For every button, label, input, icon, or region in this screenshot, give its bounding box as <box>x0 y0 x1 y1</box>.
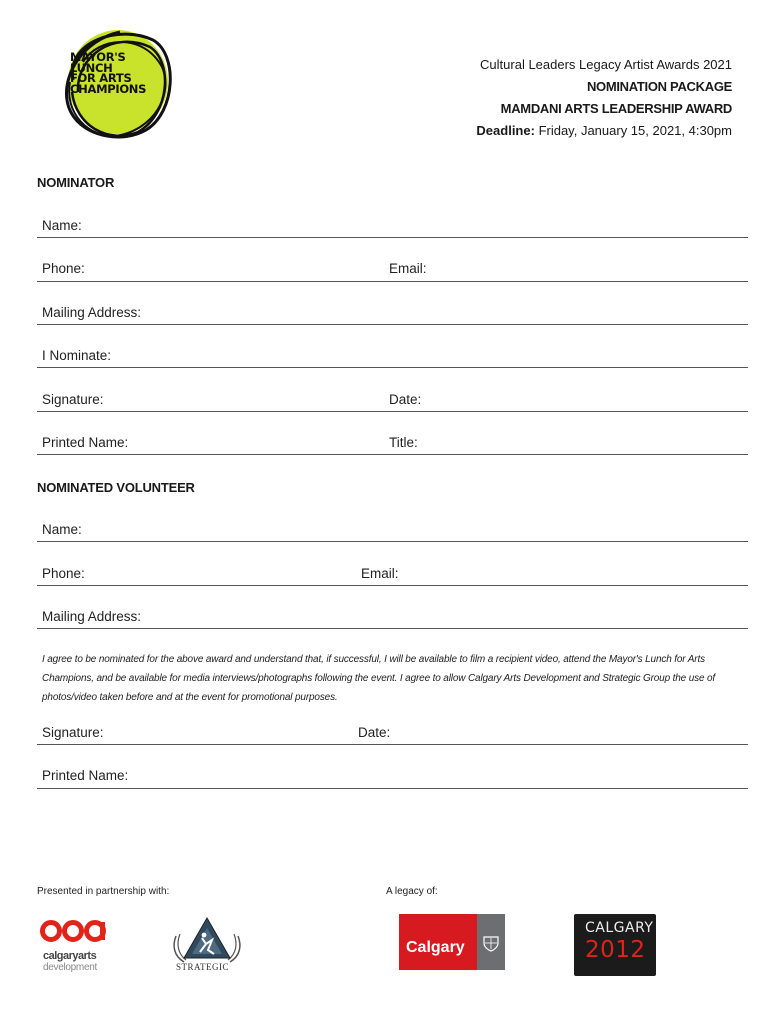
nominator-section-title: NOMINATOR <box>37 175 115 190</box>
nominator-name-label: Name: <box>42 218 82 233</box>
nominator-printed-name-title-field[interactable] <box>37 454 748 455</box>
nominator-signature-label: Signature: <box>42 392 104 407</box>
volunteer-phone-label: Phone: <box>42 566 85 581</box>
legacy-label: A legacy of: <box>386 886 438 897</box>
cad-logo-line1: calgaryarts <box>43 950 97 962</box>
strategic-logo-text: STRATEGIC <box>176 962 230 972</box>
logo-line: LUNCH <box>70 60 113 75</box>
cad-logo-line2: development <box>43 962 97 973</box>
calgary-crest-icon <box>481 934 501 952</box>
calgary-2012-line1: CALGARY <box>585 920 654 936</box>
consent-statement: I agree to be nominated for the above award and understand that, if successful, I will be available to film a recipient video, attend the Mayor's Lunch for Arts Champions, and be available for media interviews/photographs following the event. I agree to allow Calgary Arts Development and Strategic Group the use of photos/video taken before and at the event for promotional purposes. <box>42 654 716 703</box>
deadline-value: Friday, January 15, 2021, 4:30pm <box>538 123 732 138</box>
logo-line: MAYOR'S <box>70 50 126 64</box>
volunteer-date-label: Date: <box>358 725 391 740</box>
volunteer-name-field[interactable] <box>37 541 748 542</box>
nominator-printed-name-label: Printed Name: <box>42 435 129 450</box>
deadline <box>476 120 732 142</box>
calgary-2012-line2: 2012 <box>585 937 646 963</box>
nominator-email-label: Email: <box>389 261 427 276</box>
volunteer-email-label: Email: <box>361 566 399 581</box>
logo-text <box>70 52 170 94</box>
nominator-date-label: Date: <box>389 392 422 407</box>
i-nominate-label: I Nominate: <box>42 348 112 363</box>
nominator-signature-date-field[interactable] <box>37 411 748 412</box>
volunteer-signature-date-field[interactable] <box>37 744 748 745</box>
award-name: MAMDANI ARTS LEADERSHIP AWARD <box>500 101 732 116</box>
volunteer-name-label: Name: <box>42 522 82 537</box>
volunteer-address-label: Mailing Address: <box>42 609 142 624</box>
volunteer-address-field[interactable] <box>37 628 748 629</box>
nominator-phone-label: Phone: <box>42 261 85 276</box>
nominator-title-label: Title: <box>389 435 418 450</box>
volunteer-phone-email-field[interactable] <box>37 585 748 586</box>
volunteer-section-title: NOMINATED VOLUNTEER <box>37 480 195 495</box>
volunteer-printed-name-field[interactable] <box>37 788 748 789</box>
nominator-phone-email-field[interactable] <box>37 281 748 282</box>
logo-line: CHAMPIONS <box>70 81 147 96</box>
logo-line: FOR ARTS <box>70 71 132 85</box>
partnership-label: Presented in partnership with: <box>37 886 170 897</box>
nominator-address-label: Mailing Address: <box>42 305 142 320</box>
document-header <box>476 54 732 142</box>
award-series-title: Cultural Leaders Legacy Artist Awards 2021 <box>480 57 732 72</box>
package-title: NOMINATION PACKAGE <box>586 79 732 94</box>
nominator-address-field[interactable] <box>37 324 748 325</box>
volunteer-signature-label: Signature: <box>42 725 104 740</box>
volunteer-printed-name-label: Printed Name: <box>42 768 129 783</box>
i-nominate-field[interactable] <box>37 367 748 368</box>
nominator-name-field[interactable] <box>37 237 748 238</box>
deadline-label: Deadline: <box>476 123 535 138</box>
calgary-logo-text: Calgary <box>406 939 465 956</box>
